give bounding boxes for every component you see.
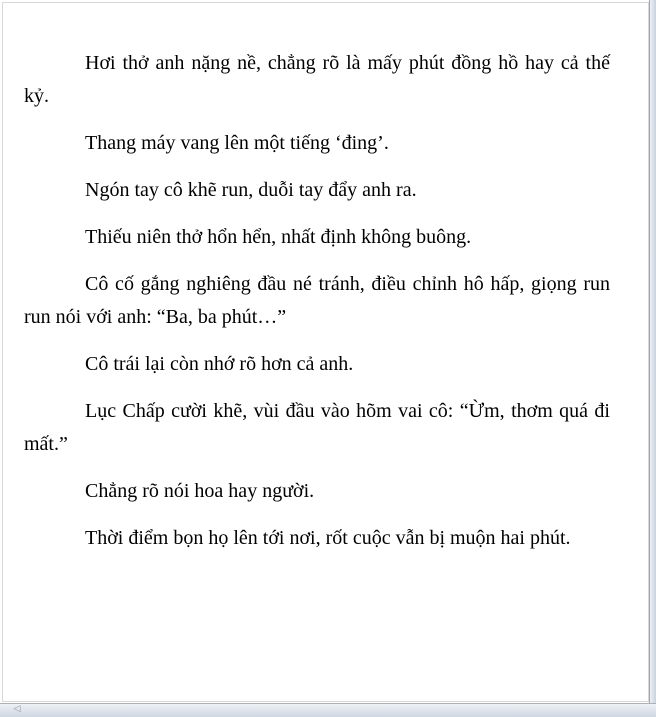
document-body [24, 47, 610, 569]
paragraph-2: Thang máy vang lên một tiếng ‘đing’. [85, 132, 389, 154]
paragraph-9: Thời điểm bọn họ lên tới nơi, rốt cuộc vẫn bị muộn hai phút. [85, 527, 571, 549]
vertical-scrollbar[interactable] [649, 0, 656, 717]
paragraph-8: Chẳng rõ nói hoa hay người. [85, 480, 315, 502]
scroll-left-arrow-icon[interactable]: ◁ [13, 704, 21, 714]
paragraph-6: Cô trái lại còn nhớ rõ hơn cả anh. [85, 353, 354, 375]
paragraph-5: Cô cố gắng nghiêng đầu né tránh, điều chỉnh hô hấp, giọng run run nói với anh: “Ba, ba phút…” [24, 273, 610, 328]
paragraph-3: Ngón tay cô khẽ run, duỗi tay đẩy anh ra. [85, 179, 417, 201]
paragraph-4: Thiếu niên thở hổn hển, nhất định không buông. [85, 226, 472, 248]
horizontal-scrollbar[interactable] [0, 703, 656, 717]
paragraph-1: Hơi thở anh nặng nề, chẳng rõ là mấy phút đồng hồ hay cả thế kỷ. [24, 52, 610, 107]
paragraph-7: Lục Chấp cười khẽ, vùi đầu vào hõm vai cô: “Ừm, thơm quá đi mất.” [24, 400, 610, 455]
document-page [2, 2, 649, 702]
